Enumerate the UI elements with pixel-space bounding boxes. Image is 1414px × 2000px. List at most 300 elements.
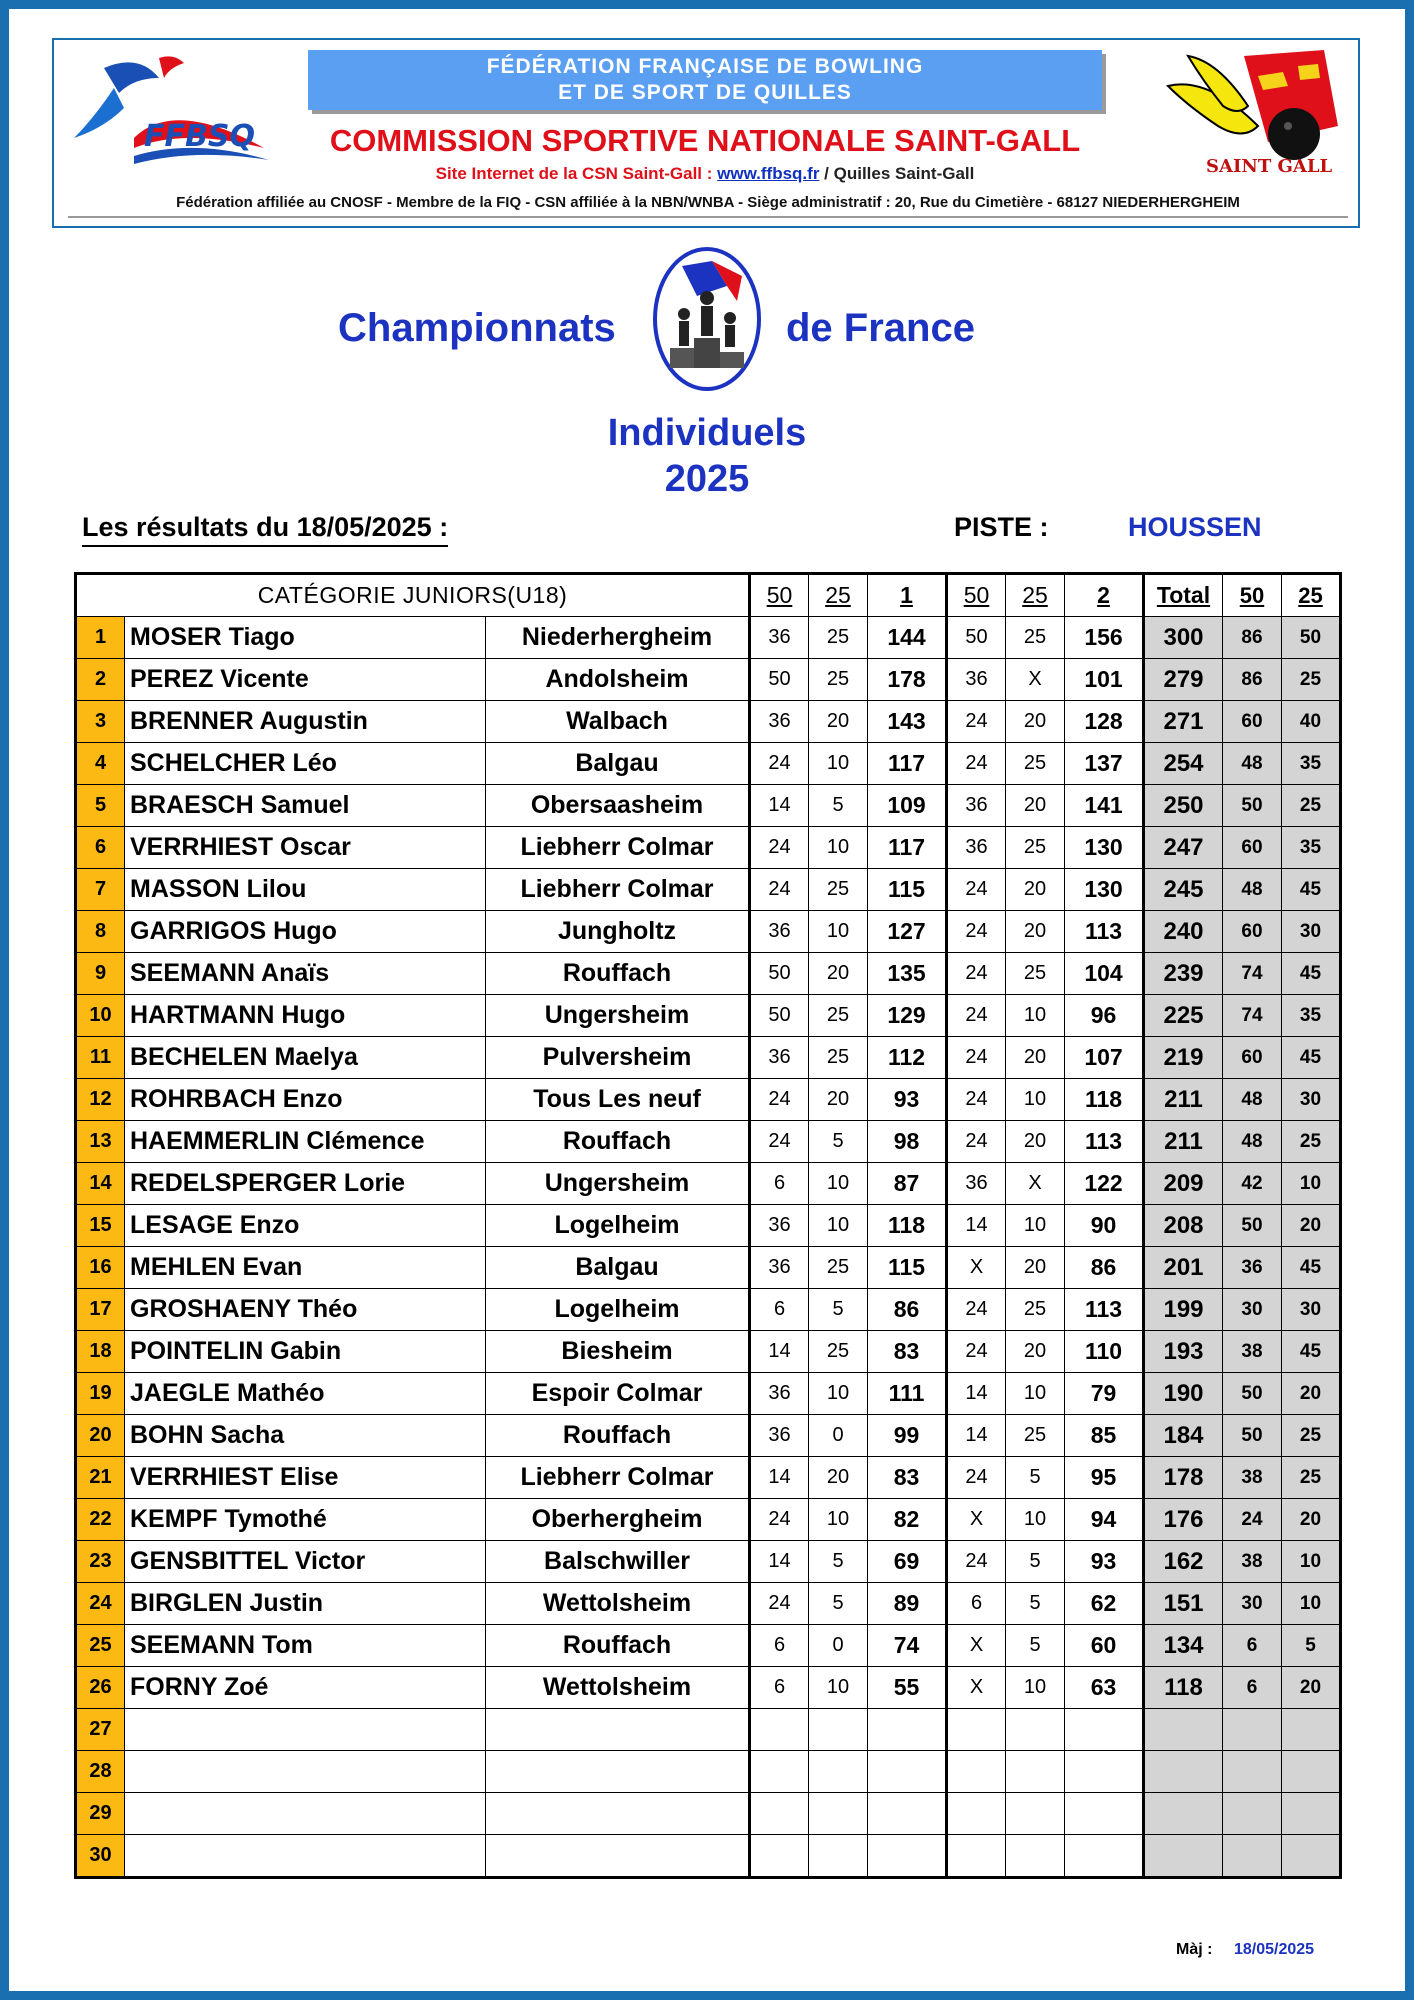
player-name (125, 1835, 486, 1878)
overall-50: 50 (1223, 1415, 1282, 1457)
game2-score-50: 50 (947, 617, 1006, 659)
game1-score-50: 36 (750, 1037, 809, 1079)
overall-50: 86 (1223, 659, 1282, 701)
game1-total: 74 (868, 1625, 947, 1667)
overall-25: 45 (1282, 953, 1341, 995)
rank-cell: 15 (76, 1205, 125, 1247)
player-name: MASSON Lilou (125, 869, 486, 911)
rank-cell: 25 (76, 1625, 125, 1667)
game1-score-50: 14 (750, 785, 809, 827)
club-name: Tous Les neuf (486, 1079, 750, 1121)
game1-score-25: 25 (809, 1037, 868, 1079)
table-row (76, 1709, 1341, 1751)
game2-score-50: X (947, 1625, 1006, 1667)
overall-total: 254 (1144, 743, 1223, 785)
game2-total: 110 (1065, 1331, 1144, 1373)
federation-line-1: FÉDÉRATION FRANÇAISE DE BOWLING (486, 55, 924, 78)
player-name: MEHLEN Evan (125, 1247, 486, 1289)
game1-total: 144 (868, 617, 947, 659)
game2-total (1065, 1793, 1144, 1835)
club-name: Rouffach (486, 953, 750, 995)
player-name: MOSER Tiago (125, 617, 486, 659)
club-name: Logelheim (486, 1289, 750, 1331)
game2-score-25: 25 (1006, 1415, 1065, 1457)
game2-score-50: 36 (947, 827, 1006, 869)
club-name (486, 1835, 750, 1878)
overall-25: 30 (1282, 911, 1341, 953)
overall-total: 225 (1144, 995, 1223, 1037)
game1-score-50 (750, 1709, 809, 1751)
table-row (76, 1079, 1341, 1121)
club-name: Oberhergheim (486, 1499, 750, 1541)
overall-total: 134 (1144, 1625, 1223, 1667)
table-row (76, 1415, 1341, 1457)
game2-score-25: 20 (1006, 785, 1065, 827)
game2-total: 94 (1065, 1499, 1144, 1541)
overall-50 (1223, 1835, 1282, 1878)
game2-score-25: 20 (1006, 1121, 1065, 1163)
game2-total: 90 (1065, 1205, 1144, 1247)
game1-score-25: 10 (809, 743, 868, 785)
game2-total (1065, 1835, 1144, 1878)
club-name: Liebherr Colmar (486, 869, 750, 911)
game1-total: 69 (868, 1541, 947, 1583)
game1-score-25: 20 (809, 701, 868, 743)
game1-score-25: 10 (809, 1373, 868, 1415)
game2-total: 137 (1065, 743, 1144, 785)
game1-score-50: 24 (750, 869, 809, 911)
overall-total (1144, 1835, 1223, 1878)
table-row (76, 1163, 1341, 1205)
game1-score-25: 25 (809, 1331, 868, 1373)
game1-score-50: 36 (750, 701, 809, 743)
rank-cell: 16 (76, 1247, 125, 1289)
game1-total: 129 (868, 995, 947, 1037)
rank-cell: 19 (76, 1373, 125, 1415)
rank-cell: 4 (76, 743, 125, 785)
game2-score-25 (1006, 1835, 1065, 1878)
game2-total (1065, 1751, 1144, 1793)
overall-total: 208 (1144, 1205, 1223, 1247)
game1-score-50: 14 (750, 1457, 809, 1499)
overall-25: 25 (1282, 659, 1341, 701)
site-suffix: / Quilles Saint-Gall (819, 164, 975, 183)
game2-score-50: 24 (947, 743, 1006, 785)
overall-25: 30 (1282, 1079, 1341, 1121)
category-header: CATÉGORIE JUNIORS(U18) (76, 574, 750, 617)
overall-50: 50 (1223, 1373, 1282, 1415)
game1-score-50: 50 (750, 953, 809, 995)
game1-total: 112 (868, 1037, 947, 1079)
game1-total: 98 (868, 1121, 947, 1163)
overall-25: 20 (1282, 1667, 1341, 1709)
game2-score-50: 24 (947, 1541, 1006, 1583)
club-name (486, 1793, 750, 1835)
overall-25: 35 (1282, 743, 1341, 785)
overall-50 (1223, 1709, 1282, 1751)
game2-score-50: 36 (947, 785, 1006, 827)
rank-cell: 22 (76, 1499, 125, 1541)
game2-score-50: 24 (947, 869, 1006, 911)
game1-total (868, 1709, 947, 1751)
update-date: 18/05/2025 (1234, 1941, 1315, 1958)
overall-25: 35 (1282, 995, 1341, 1037)
game2-score-50: 24 (947, 1037, 1006, 1079)
game1-score-25 (809, 1751, 868, 1793)
club-name: Niederhergheim (486, 617, 750, 659)
overall-total: 178 (1144, 1457, 1223, 1499)
event-year: 2025 (664, 458, 750, 500)
game2-total: 63 (1065, 1667, 1144, 1709)
rank-cell: 5 (76, 785, 125, 827)
game2-score-25: 20 (1006, 701, 1065, 743)
player-name: GENSBITTEL Victor (125, 1541, 486, 1583)
overall-25: 30 (1282, 1289, 1341, 1331)
game1-score-50 (750, 1793, 809, 1835)
overall-total: 279 (1144, 659, 1223, 701)
game1-score-50 (750, 1751, 809, 1793)
game1-total: 115 (868, 1247, 947, 1289)
site-prefix: Site Internet de la CSN Saint-Gall : (435, 164, 718, 183)
game2-total: 95 (1065, 1457, 1144, 1499)
overall-total: 201 (1144, 1247, 1223, 1289)
podium-icon (652, 246, 762, 392)
rank-cell: 3 (76, 701, 125, 743)
overall-50: 36 (1223, 1247, 1282, 1289)
player-name: REDELSPERGER Lorie (125, 1163, 486, 1205)
player-name: HAEMMERLIN Clémence (125, 1121, 486, 1163)
game1-score-50: 36 (750, 1205, 809, 1247)
overall-total: 118 (1144, 1667, 1223, 1709)
game1-score-50: 50 (750, 659, 809, 701)
game2-score-50: 24 (947, 1121, 1006, 1163)
game1-total: 99 (868, 1415, 947, 1457)
game1-score-50: 24 (750, 827, 809, 869)
game1-score-25: 10 (809, 1667, 868, 1709)
overall-total: 199 (1144, 1289, 1223, 1331)
table-row (76, 827, 1341, 869)
game2-score-25: X (1006, 659, 1065, 701)
rank-cell: 1 (76, 617, 125, 659)
federation-name-band (308, 50, 1102, 110)
overall-total: 209 (1144, 1163, 1223, 1205)
game1-total: 178 (868, 659, 947, 701)
game1-score-25 (809, 1709, 868, 1751)
game1-total (868, 1793, 947, 1835)
player-name: BOHN Sacha (125, 1415, 486, 1457)
game1-score-25: 25 (809, 617, 868, 659)
game2-total: 113 (1065, 1121, 1144, 1163)
table-row (76, 785, 1341, 827)
table-row (76, 701, 1341, 743)
player-name: BECHELEN Maelya (125, 1037, 486, 1079)
overall-25: 40 (1282, 701, 1341, 743)
overall-total: 300 (1144, 617, 1223, 659)
rank-cell: 7 (76, 869, 125, 911)
game2-score-25: 10 (1006, 1205, 1065, 1247)
club-name: Wettolsheim (486, 1667, 750, 1709)
game1-total: 115 (868, 869, 947, 911)
header-rule (68, 216, 1348, 218)
overall-total: 245 (1144, 869, 1223, 911)
rank-cell: 24 (76, 1583, 125, 1625)
game1-score-25: 20 (809, 1079, 868, 1121)
overall-50: 24 (1223, 1499, 1282, 1541)
table-row (76, 1583, 1341, 1625)
table-row (76, 1247, 1341, 1289)
game1-score-25 (809, 1793, 868, 1835)
overall-total: 240 (1144, 911, 1223, 953)
game2-score-25: 25 (1006, 827, 1065, 869)
table-row (76, 1373, 1341, 1415)
overall-50: 42 (1223, 1163, 1282, 1205)
game2-score-25: 5 (1006, 1457, 1065, 1499)
overall-total: 193 (1144, 1331, 1223, 1373)
overall-50: 38 (1223, 1331, 1282, 1373)
overall-50: 48 (1223, 1079, 1282, 1121)
game1-score-25: 10 (809, 1163, 868, 1205)
club-name: Balgau (486, 743, 750, 785)
game2-total: 86 (1065, 1247, 1144, 1289)
table-row (76, 1667, 1341, 1709)
player-name: PEREZ Vicente (125, 659, 486, 701)
game2-total: 113 (1065, 911, 1144, 953)
rank-cell: 9 (76, 953, 125, 995)
player-name: LESAGE Enzo (125, 1205, 486, 1247)
overall-50: 48 (1223, 1121, 1282, 1163)
game1-score-50: 36 (750, 617, 809, 659)
game1-total: 111 (868, 1373, 947, 1415)
table-row (76, 1625, 1341, 1667)
table-row (76, 1121, 1341, 1163)
game2-score-25: 20 (1006, 1331, 1065, 1373)
rank-cell: 13 (76, 1121, 125, 1163)
game1-score-25: 10 (809, 1205, 868, 1247)
ffbsq-logo (64, 48, 284, 178)
overall-50: 48 (1223, 869, 1282, 911)
col-header-total: Total (1144, 574, 1223, 617)
game1-score-25: 20 (809, 1457, 868, 1499)
overall-25: 20 (1282, 1205, 1341, 1247)
table-row (76, 659, 1341, 701)
game2-score-50 (947, 1835, 1006, 1878)
player-name (125, 1751, 486, 1793)
game1-score-25: 25 (809, 659, 868, 701)
table-row (76, 953, 1341, 995)
game2-score-25: 25 (1006, 1289, 1065, 1331)
overall-50: 30 (1223, 1289, 1282, 1331)
overall-total: 211 (1144, 1079, 1223, 1121)
game1-score-25: 10 (809, 1499, 868, 1541)
game2-total: 122 (1065, 1163, 1144, 1205)
game2-score-25: 20 (1006, 911, 1065, 953)
overall-25: 45 (1282, 1331, 1341, 1373)
table-row (76, 617, 1341, 659)
game1-total: 55 (868, 1667, 947, 1709)
rank-cell: 23 (76, 1541, 125, 1583)
game2-score-50 (947, 1793, 1006, 1835)
game2-score-25: 25 (1006, 743, 1065, 785)
overall-50: 38 (1223, 1457, 1282, 1499)
overall-50: 60 (1223, 1037, 1282, 1079)
rank-cell: 11 (76, 1037, 125, 1079)
game2-total: 96 (1065, 995, 1144, 1037)
game1-total: 83 (868, 1331, 947, 1373)
rank-cell: 29 (76, 1793, 125, 1835)
col-header-game-1: 1 (868, 574, 947, 617)
overall-25: 10 (1282, 1163, 1341, 1205)
table-row (76, 1289, 1341, 1331)
club-name: Liebherr Colmar (486, 1457, 750, 1499)
rank-cell: 8 (76, 911, 125, 953)
club-name: Liebherr Colmar (486, 827, 750, 869)
col-header-g2-25: 25 (1006, 574, 1065, 617)
game1-score-25: 5 (809, 1583, 868, 1625)
game2-score-50 (947, 1751, 1006, 1793)
results-body (76, 617, 1341, 1878)
table-row (76, 1205, 1341, 1247)
overall-25: 45 (1282, 1247, 1341, 1289)
table-row (76, 995, 1341, 1037)
game1-score-50 (750, 1835, 809, 1878)
club-name: Pulversheim (486, 1037, 750, 1079)
player-name: GARRIGOS Hugo (125, 911, 486, 953)
game2-score-25: 10 (1006, 1079, 1065, 1121)
game2-total: 60 (1065, 1625, 1144, 1667)
overall-25: 25 (1282, 1457, 1341, 1499)
game2-total: 93 (1065, 1541, 1144, 1583)
csn-title: COMMISSION SPORTIVE NATIONALE SAINT-GALL (329, 123, 1081, 158)
game1-score-25: 10 (809, 827, 868, 869)
game1-score-50: 24 (750, 743, 809, 785)
game2-score-25: 25 (1006, 617, 1065, 659)
game2-total (1065, 1709, 1144, 1751)
game1-total: 82 (868, 1499, 947, 1541)
rank-cell: 26 (76, 1667, 125, 1709)
table-row (76, 1793, 1341, 1835)
player-name: JAEGLE Mathéo (125, 1373, 486, 1415)
table-row (76, 1541, 1341, 1583)
club-name (486, 1751, 750, 1793)
overall-50 (1223, 1793, 1282, 1835)
game1-score-25: 25 (809, 1247, 868, 1289)
overall-total (1144, 1751, 1223, 1793)
game1-score-25: 5 (809, 785, 868, 827)
game2-total: 101 (1065, 659, 1144, 701)
game1-total: 143 (868, 701, 947, 743)
game1-score-50: 36 (750, 911, 809, 953)
game2-score-25: 10 (1006, 995, 1065, 1037)
game2-total: 130 (1065, 827, 1144, 869)
game1-score-25: 5 (809, 1289, 868, 1331)
overall-total: 250 (1144, 785, 1223, 827)
player-name: SCHELCHER Léo (125, 743, 486, 785)
col-header-g2-50: 50 (947, 574, 1006, 617)
game1-score-25: 25 (809, 869, 868, 911)
piste-value: HOUSSEN (1128, 512, 1262, 542)
game1-score-50: 50 (750, 995, 809, 1037)
game2-score-25: 10 (1006, 1499, 1065, 1541)
game2-score-50: 24 (947, 1079, 1006, 1121)
col-header-g1-50: 50 (750, 574, 809, 617)
game2-score-50: 6 (947, 1583, 1006, 1625)
game1-score-50: 24 (750, 1583, 809, 1625)
player-name (125, 1793, 486, 1835)
game1-score-50: 24 (750, 1121, 809, 1163)
game1-score-50: 6 (750, 1289, 809, 1331)
overall-25: 25 (1282, 1415, 1341, 1457)
game2-score-25: 20 (1006, 869, 1065, 911)
overall-25: 10 (1282, 1583, 1341, 1625)
rank-cell: 20 (76, 1415, 125, 1457)
game1-total: 127 (868, 911, 947, 953)
table-row (76, 1499, 1341, 1541)
overall-25: 45 (1282, 1037, 1341, 1079)
game2-total: 118 (1065, 1079, 1144, 1121)
federation-header (52, 38, 1360, 228)
rank-cell: 6 (76, 827, 125, 869)
game2-total: 85 (1065, 1415, 1144, 1457)
player-name: POINTELIN Gabin (125, 1331, 486, 1373)
overall-50: 74 (1223, 953, 1282, 995)
col-header-total-50: 50 (1223, 574, 1282, 617)
table-header-row (76, 574, 1341, 617)
game1-score-25: 10 (809, 911, 868, 953)
rank-cell: 12 (76, 1079, 125, 1121)
rank-cell: 14 (76, 1163, 125, 1205)
overall-50: 6 (1223, 1667, 1282, 1709)
game2-score-50: X (947, 1667, 1006, 1709)
table-row (76, 1751, 1341, 1793)
rank-cell: 2 (76, 659, 125, 701)
game2-score-50: X (947, 1499, 1006, 1541)
overall-50: 60 (1223, 827, 1282, 869)
col-header-game-2: 2 (1065, 574, 1144, 617)
de-france-word: de France (786, 306, 975, 350)
overall-total: 162 (1144, 1541, 1223, 1583)
overall-25 (1282, 1835, 1341, 1878)
overall-50: 50 (1223, 1205, 1282, 1247)
rank-cell: 18 (76, 1331, 125, 1373)
game1-total: 135 (868, 953, 947, 995)
game2-score-25: X (1006, 1163, 1065, 1205)
rank-cell: 27 (76, 1709, 125, 1751)
rank-cell: 10 (76, 995, 125, 1037)
game1-score-50: 36 (750, 1247, 809, 1289)
game1-total: 117 (868, 743, 947, 785)
club-name: Wettolsheim (486, 1583, 750, 1625)
individuels-word: Individuels (607, 412, 807, 454)
game2-score-50: 24 (947, 1457, 1006, 1499)
game2-total: 128 (1065, 701, 1144, 743)
game1-score-50: 6 (750, 1625, 809, 1667)
results-title: Les résultats du 18/05/2025 : (82, 512, 448, 547)
game2-total: 62 (1065, 1583, 1144, 1625)
overall-50: 48 (1223, 743, 1282, 785)
player-name (125, 1709, 486, 1751)
player-name: FORNY Zoé (125, 1667, 486, 1709)
overall-total: 247 (1144, 827, 1223, 869)
site-url-link[interactable]: www.ffbsq.fr (717, 164, 820, 183)
overall-total: 271 (1144, 701, 1223, 743)
affiliation-line: Fédération affiliée au CNOSF - Membre de la FIQ - CSN affiliée à la NBN/WNBA - Siège administratif : 20, Rue du Cimetière - 68127 NIEDERHERGHEIM (176, 194, 1240, 211)
overall-50: 30 (1223, 1583, 1282, 1625)
overall-total: 151 (1144, 1583, 1223, 1625)
rank-cell: 28 (76, 1751, 125, 1793)
overall-25: 20 (1282, 1373, 1341, 1415)
game1-score-25: 5 (809, 1121, 868, 1163)
saint-gall-logo-text: SAINT GALL (1206, 156, 1333, 177)
